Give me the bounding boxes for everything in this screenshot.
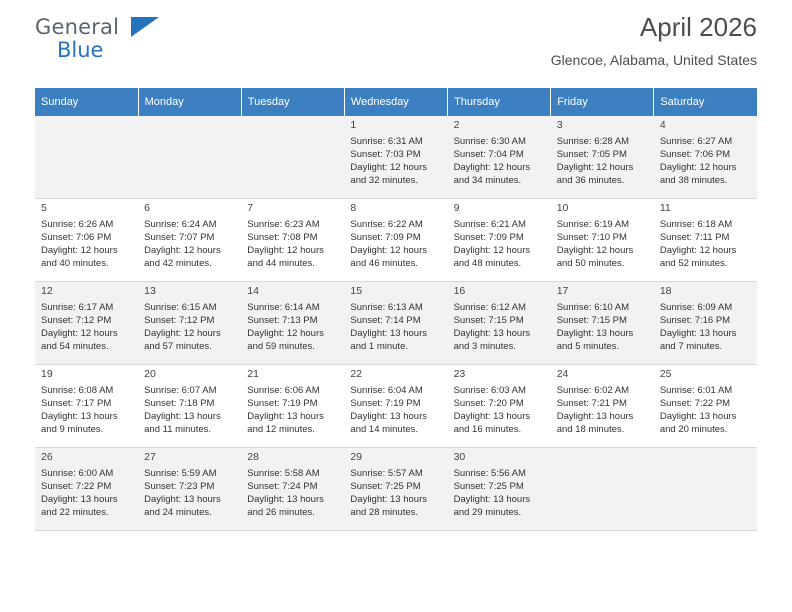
day-number: 27: [144, 451, 156, 463]
day-info-line: Sunset: 7:04 PM: [453, 149, 524, 160]
day-number: 24: [556, 368, 569, 380]
calendar-empty-cell: [35, 116, 138, 199]
calendar-day-cell[interactable]: [35, 282, 138, 365]
day-sun-info: [454, 467, 545, 519]
day-info-line: Daylight: 13 hours: [41, 411, 118, 422]
weekday-header-wednesday: Wednesday: [344, 88, 447, 116]
day-sun-info: [660, 218, 751, 270]
day-number: 30: [453, 451, 466, 463]
day-info-line: Sunrise: 6:31 AM: [350, 136, 423, 147]
calendar-day-cell[interactable]: [241, 448, 344, 531]
day-info-line: Sunrise: 6:15 AM: [144, 302, 217, 313]
calendar-day-cell[interactable]: [344, 116, 447, 199]
day-info-line: and 44 minutes.: [247, 258, 315, 269]
calendar-week-row: [35, 365, 757, 448]
weekday-header-tuesday: Tuesday: [241, 88, 344, 116]
day-info-line: Sunset: 7:10 PM: [556, 232, 627, 243]
day-info-line: Daylight: 12 hours: [350, 245, 427, 256]
day-info-line: Daylight: 12 hours: [247, 328, 324, 339]
day-info-line: Sunrise: 6:02 AM: [556, 385, 630, 396]
calendar-day-cell[interactable]: [344, 282, 447, 365]
day-info-line: and 14 minutes.: [350, 424, 419, 435]
calendar-empty-cell: [241, 116, 344, 199]
day-number: 3: [556, 119, 563, 131]
day-info-line: Sunset: 7:07 PM: [144, 232, 215, 243]
day-sun-info: [660, 384, 751, 436]
day-info-line: Sunset: 7:09 PM: [350, 232, 421, 243]
page-title: April 2026: [639, 12, 757, 42]
day-info-line: Sunset: 7:24 PM: [247, 481, 318, 492]
day-number: 13: [144, 285, 156, 297]
day-info-line: Sunset: 7:25 PM: [453, 481, 524, 492]
day-info-line: and 42 minutes.: [144, 258, 212, 269]
day-number: 20: [144, 368, 156, 380]
calendar-day-cell[interactable]: [35, 448, 138, 531]
calendar-body: [35, 116, 757, 531]
day-info-line: Sunset: 7:19 PM: [247, 398, 318, 409]
day-info-line: Sunset: 7:05 PM: [556, 149, 627, 160]
day-sun-info: [557, 218, 648, 270]
day-info-line: Sunset: 7:03 PM: [350, 149, 421, 160]
page-header: [35, 0, 757, 70]
day-number: 1: [350, 119, 357, 131]
calendar-day-cell[interactable]: [138, 282, 241, 365]
day-sun-info: [557, 384, 648, 436]
calendar-day-cell[interactable]: [551, 116, 654, 199]
day-info-line: and 16 minutes.: [453, 424, 522, 435]
day-info-line: Sunrise: 6:30 AM: [453, 136, 526, 147]
day-sun-info: [247, 467, 338, 519]
day-info-line: Daylight: 12 hours: [144, 328, 221, 339]
day-info-line: Sunrise: 6:07 AM: [144, 385, 217, 396]
day-info-line: Sunrise: 6:21 AM: [453, 219, 526, 230]
calendar-day-cell[interactable]: [138, 199, 241, 282]
day-info-line: Daylight: 13 hours: [453, 411, 531, 422]
day-info-line: Sunset: 7:11 PM: [659, 232, 730, 243]
day-info-line: Daylight: 13 hours: [556, 328, 634, 339]
day-info-line: and 48 minutes.: [453, 258, 522, 269]
day-info-line: Daylight: 12 hours: [247, 245, 324, 256]
day-info-line: Sunset: 7:19 PM: [350, 398, 421, 409]
day-info-line: Sunrise: 6:14 AM: [247, 302, 320, 313]
day-info-line: and 1 minute.: [350, 341, 408, 352]
calendar-empty-cell: [551, 448, 654, 531]
day-info-line: Daylight: 12 hours: [556, 245, 634, 256]
day-info-line: Daylight: 12 hours: [41, 328, 118, 339]
day-info-line: and 9 minutes.: [41, 424, 104, 435]
day-info-line: Sunrise: 6:24 AM: [144, 219, 217, 230]
logo: [35, 16, 235, 66]
day-number: 17: [556, 285, 569, 297]
day-number: 14: [247, 285, 259, 297]
day-info-line: Sunset: 7:06 PM: [41, 232, 112, 243]
calendar-day-cell[interactable]: [448, 199, 551, 282]
triangle-flag-icon: [131, 17, 159, 37]
logo-text-blue: Blue: [57, 38, 104, 62]
day-info-line: Daylight: 13 hours: [247, 411, 324, 422]
day-sun-info: [41, 384, 132, 436]
day-info-line: Daylight: 13 hours: [556, 411, 634, 422]
calendar-day-cell[interactable]: [551, 365, 654, 448]
day-sun-info: [454, 135, 545, 187]
day-info-line: Sunset: 7:12 PM: [144, 315, 215, 326]
day-info-line: and 40 minutes.: [41, 258, 109, 269]
calendar-day-cell[interactable]: [241, 282, 344, 365]
day-sun-info: [350, 467, 441, 519]
calendar-week-row: [35, 282, 757, 365]
day-info-line: and 29 minutes.: [453, 507, 522, 518]
day-info-line: Sunrise: 5:58 AM: [247, 468, 320, 479]
day-info-line: Daylight: 12 hours: [144, 245, 221, 256]
day-number: 23: [453, 368, 466, 380]
day-info-line: and 3 minutes.: [453, 341, 516, 352]
calendar-empty-cell: [138, 116, 241, 199]
day-info-line: and 18 minutes.: [556, 424, 625, 435]
day-info-line: and 46 minutes.: [350, 258, 419, 269]
calendar-day-cell[interactable]: [35, 199, 138, 282]
calendar-day-cell[interactable]: [654, 199, 757, 282]
day-sun-info: [557, 135, 648, 187]
day-info-line: Sunrise: 6:08 AM: [41, 385, 114, 396]
calendar-week-row: [35, 116, 757, 199]
day-info-line: Daylight: 12 hours: [659, 162, 737, 173]
day-info-line: Daylight: 13 hours: [350, 411, 427, 422]
day-number: 29: [350, 451, 363, 463]
day-info-line: Sunrise: 5:57 AM: [350, 468, 423, 479]
day-sun-info: [41, 301, 132, 353]
day-info-line: Sunrise: 6:12 AM: [453, 302, 526, 313]
day-number: 19: [41, 368, 53, 380]
day-info-line: Daylight: 13 hours: [247, 494, 324, 505]
weekday-header-monday: Monday: [138, 88, 241, 116]
day-info-line: Daylight: 12 hours: [453, 162, 531, 173]
day-info-line: and 26 minutes.: [247, 507, 315, 518]
day-number: 8: [350, 202, 357, 214]
day-info-line: and 50 minutes.: [556, 258, 625, 269]
day-info-line: Sunset: 7:09 PM: [453, 232, 524, 243]
calendar-day-cell[interactable]: [448, 116, 551, 199]
day-number: 10: [556, 202, 569, 214]
calendar-day-cell[interactable]: [448, 282, 551, 365]
day-info-line: and 32 minutes.: [350, 175, 419, 186]
day-number: 7: [247, 202, 254, 214]
day-sun-info: [247, 218, 338, 270]
weekday-header-row: [35, 88, 757, 116]
calendar-day-cell[interactable]: [654, 116, 757, 199]
day-info-line: Sunset: 7:22 PM: [659, 398, 731, 409]
day-info-line: Sunset: 7:15 PM: [556, 315, 627, 326]
day-sun-info: [247, 384, 338, 436]
day-sun-info: [350, 218, 441, 270]
day-info-line: Daylight: 12 hours: [453, 245, 531, 256]
day-info-line: Sunset: 7:20 PM: [453, 398, 524, 409]
day-number: 18: [659, 285, 672, 297]
day-number: 4: [659, 119, 666, 131]
day-info-line: Sunset: 7:23 PM: [144, 481, 215, 492]
day-info-line: Daylight: 13 hours: [659, 411, 737, 422]
day-info-line: and 11 minutes.: [144, 424, 212, 435]
day-number: 15: [350, 285, 363, 297]
calendar-day-cell[interactable]: [551, 199, 654, 282]
day-sun-info: [454, 384, 545, 436]
day-info-line: Sunrise: 6:23 AM: [247, 219, 320, 230]
day-info-line: Daylight: 13 hours: [144, 494, 221, 505]
calendar-week-row: [35, 199, 757, 282]
day-number: 28: [247, 451, 259, 463]
day-sun-info: [41, 218, 132, 270]
calendar-day-cell[interactable]: [138, 448, 241, 531]
day-info-line: Sunset: 7:22 PM: [41, 481, 112, 492]
day-info-line: and 34 minutes.: [453, 175, 522, 186]
day-sun-info: [144, 218, 235, 270]
day-info-line: Sunrise: 6:27 AM: [659, 136, 733, 147]
day-info-line: and 36 minutes.: [556, 175, 625, 186]
day-number: 11: [659, 202, 671, 214]
day-info-line: Sunset: 7:25 PM: [350, 481, 421, 492]
calendar-day-cell[interactable]: [35, 365, 138, 448]
day-info-line: Sunset: 7:12 PM: [41, 315, 112, 326]
day-info-line: and 57 minutes.: [144, 341, 212, 352]
day-number: 12: [41, 285, 53, 297]
day-info-line: Sunrise: 6:00 AM: [41, 468, 114, 479]
day-number: 25: [659, 368, 672, 380]
day-info-line: Daylight: 12 hours: [41, 245, 118, 256]
day-info-line: and 59 minutes.: [247, 341, 315, 352]
day-info-line: Sunrise: 6:17 AM: [41, 302, 114, 313]
day-info-line: and 20 minutes.: [659, 424, 728, 435]
day-sun-info: [41, 467, 132, 519]
day-info-line: Sunset: 7:16 PM: [659, 315, 731, 326]
day-number: 21: [247, 368, 259, 380]
day-info-line: and 28 minutes.: [350, 507, 419, 518]
day-sun-info: [350, 301, 441, 353]
day-info-line: Sunset: 7:15 PM: [453, 315, 524, 326]
day-info-line: Sunrise: 6:03 AM: [453, 385, 526, 396]
day-sun-info: [454, 218, 545, 270]
day-info-line: and 22 minutes.: [41, 507, 109, 518]
calendar-day-cell[interactable]: [448, 365, 551, 448]
day-number: 26: [41, 451, 53, 463]
calendar-day-cell[interactable]: [448, 448, 551, 531]
day-info-line: and 7 minutes.: [659, 341, 723, 352]
calendar-empty-cell: [654, 448, 757, 531]
day-info-line: Sunset: 7:13 PM: [247, 315, 318, 326]
weekday-header-saturday: Saturday: [654, 88, 757, 116]
day-info-line: Daylight: 13 hours: [350, 328, 427, 339]
day-info-line: Sunset: 7:08 PM: [247, 232, 318, 243]
calendar-day-cell[interactable]: [344, 448, 447, 531]
calendar-day-cell[interactable]: [654, 282, 757, 365]
calendar-day-cell[interactable]: [344, 199, 447, 282]
day-info-line: and 5 minutes.: [556, 341, 620, 352]
day-info-line: Sunrise: 6:01 AM: [659, 385, 733, 396]
day-number: 6: [144, 202, 150, 214]
day-sun-info: [660, 135, 751, 187]
calendar-day-cell[interactable]: [344, 365, 447, 448]
calendar-day-cell[interactable]: [241, 199, 344, 282]
day-info-line: Sunrise: 5:56 AM: [453, 468, 526, 479]
day-sun-info: [557, 301, 648, 353]
day-sun-info: [144, 301, 235, 353]
weekday-header-sunday: Sunday: [35, 88, 138, 116]
day-number: 16: [453, 285, 466, 297]
day-info-line: Daylight: 12 hours: [350, 162, 427, 173]
day-number: 5: [41, 202, 47, 214]
day-info-line: Sunrise: 5:59 AM: [144, 468, 217, 479]
calendar-day-cell[interactable]: [551, 282, 654, 365]
day-sun-info: [247, 301, 338, 353]
day-number: 9: [453, 202, 460, 214]
calendar-day-cell[interactable]: [654, 365, 757, 448]
day-sun-info: [144, 467, 235, 519]
day-info-line: Sunset: 7:18 PM: [144, 398, 215, 409]
day-number: 2: [453, 119, 460, 131]
day-sun-info: [660, 301, 751, 353]
day-info-line: Sunset: 7:21 PM: [556, 398, 627, 409]
day-info-line: Daylight: 13 hours: [453, 494, 531, 505]
day-number: 22: [350, 368, 363, 380]
day-info-line: Sunset: 7:06 PM: [659, 149, 731, 160]
day-info-line: Sunset: 7:17 PM: [41, 398, 112, 409]
day-info-line: Sunrise: 6:18 AM: [659, 219, 733, 230]
day-info-line: Sunrise: 6:04 AM: [350, 385, 423, 396]
day-info-line: Sunrise: 6:19 AM: [556, 219, 630, 230]
day-info-line: and 52 minutes.: [659, 258, 728, 269]
day-info-line: Daylight: 13 hours: [453, 328, 531, 339]
day-info-line: and 12 minutes.: [247, 424, 315, 435]
day-info-line: Daylight: 12 hours: [556, 162, 634, 173]
day-info-line: Sunrise: 6:28 AM: [556, 136, 630, 147]
day-info-line: Daylight: 13 hours: [144, 411, 221, 422]
calendar-table: [35, 88, 757, 531]
calendar-week-row: [35, 448, 757, 531]
day-info-line: Sunrise: 6:13 AM: [350, 302, 423, 313]
day-info-line: Daylight: 13 hours: [41, 494, 118, 505]
calendar-day-cell[interactable]: [241, 365, 344, 448]
day-info-line: Sunrise: 6:26 AM: [41, 219, 114, 230]
day-info-line: and 24 minutes.: [144, 507, 212, 518]
day-info-line: and 54 minutes.: [41, 341, 109, 352]
day-info-line: Daylight: 12 hours: [659, 245, 737, 256]
logo-text-general: General: [35, 15, 120, 39]
weekday-header-friday: Friday: [551, 88, 654, 116]
day-info-line: Daylight: 13 hours: [350, 494, 427, 505]
day-info-line: Daylight: 13 hours: [659, 328, 737, 339]
day-info-line: Sunrise: 6:10 AM: [556, 302, 630, 313]
calendar-day-cell[interactable]: [138, 365, 241, 448]
day-info-line: and 38 minutes.: [659, 175, 728, 186]
day-sun-info: [454, 301, 545, 353]
day-info-line: Sunrise: 6:09 AM: [659, 302, 733, 313]
location-subtitle: Glencoe, Alabama, United States: [550, 52, 757, 68]
day-info-line: Sunrise: 6:06 AM: [247, 385, 320, 396]
day-sun-info: [350, 384, 441, 436]
day-info-line: Sunrise: 6:22 AM: [350, 219, 423, 230]
day-sun-info: [144, 384, 235, 436]
day-sun-info: [350, 135, 441, 187]
day-info-line: Sunset: 7:14 PM: [350, 315, 421, 326]
weekday-header-thursday: Thursday: [448, 88, 551, 116]
